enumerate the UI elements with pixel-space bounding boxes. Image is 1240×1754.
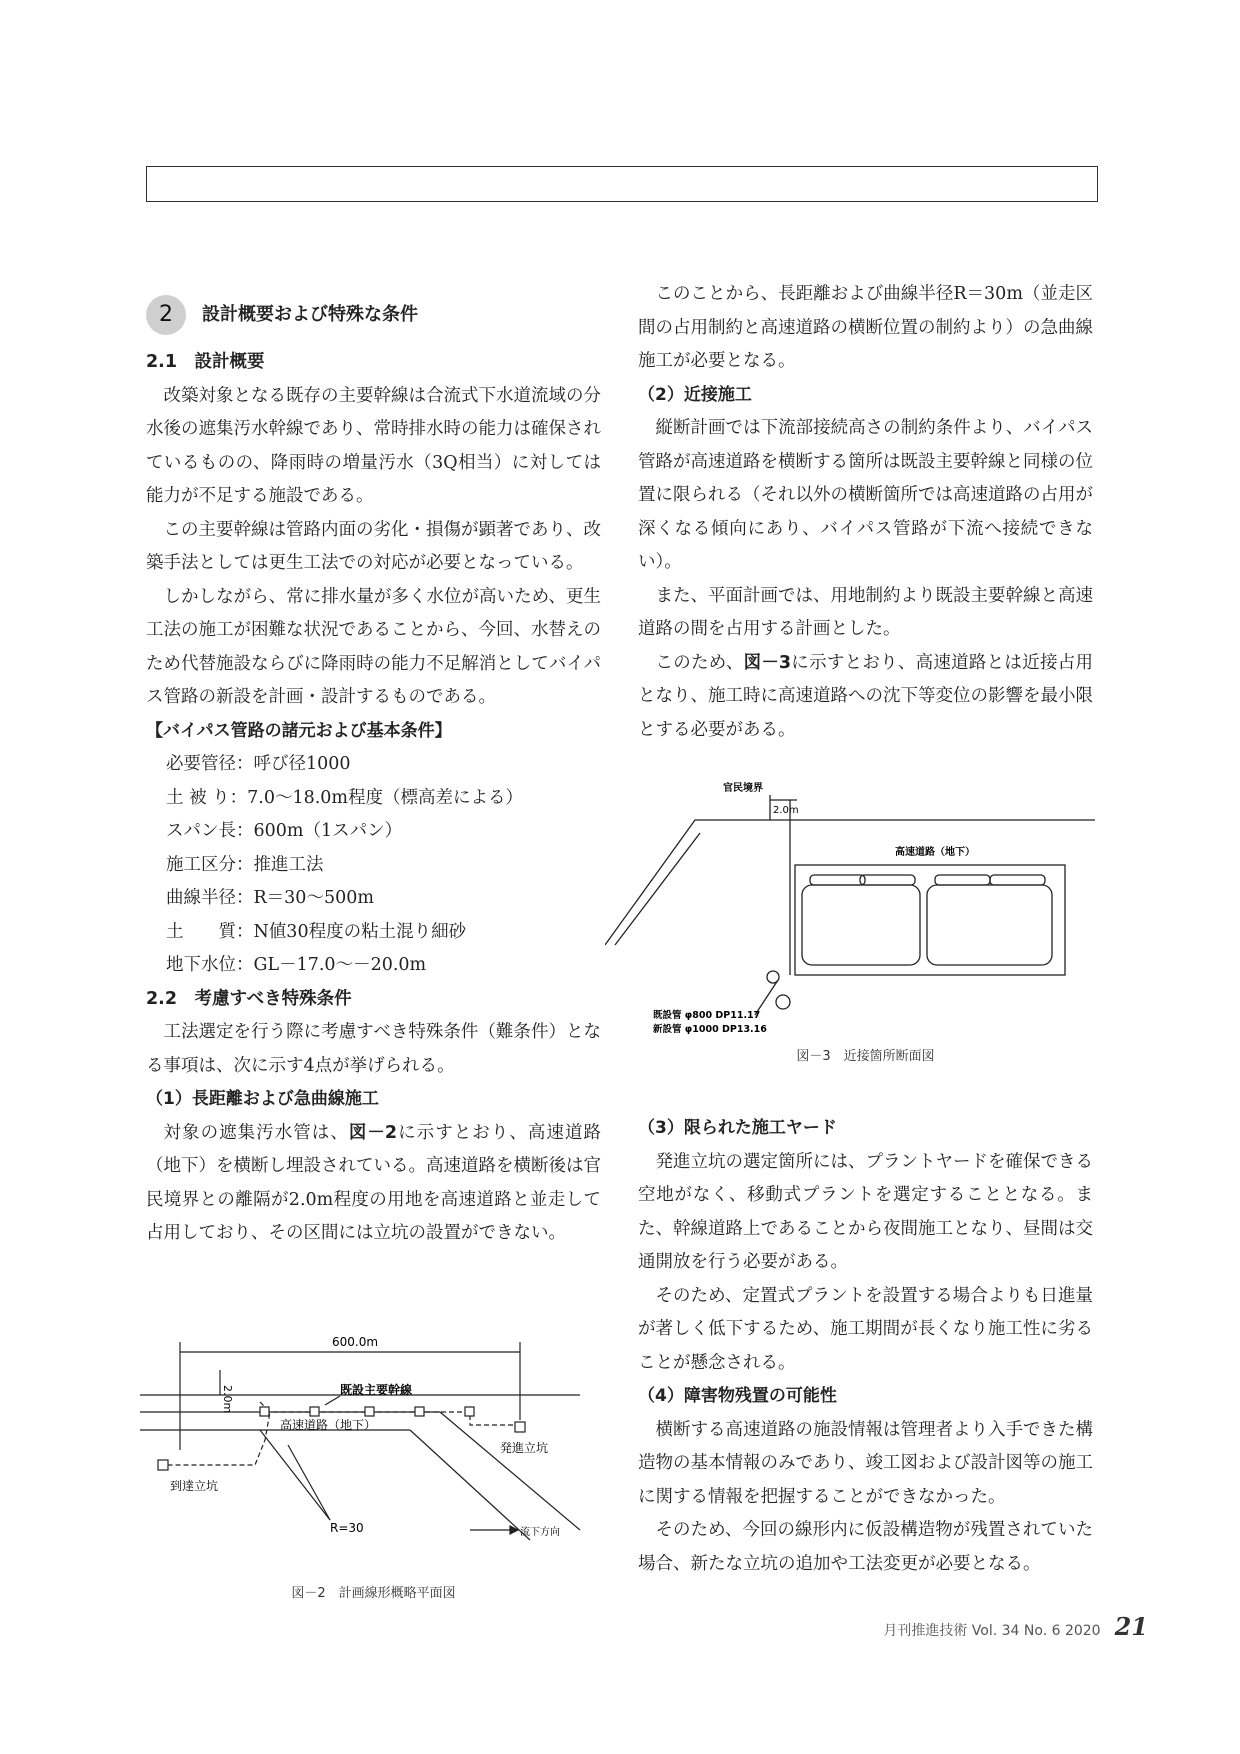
- condition-1-heading: （1）長距離および急曲線施工: [146, 1089, 379, 1109]
- manhole-marker: [260, 1407, 269, 1416]
- offset-label: 2.0m: [773, 805, 799, 816]
- end-shaft-marker: [158, 1460, 168, 1470]
- paragraph: そのため、今回の線形内に仮設構造物が残置されていた場合、新たな立坑の追加や工法変更が必要となる。: [638, 1520, 1093, 1574]
- road-void: [860, 875, 915, 885]
- paragraph: 縦断計画では下流部接続高さの制約条件より、バイパス管路が高速道路を横断する箇所は既設主要幹線と同様の位置に限られる（それ以外の横断箇所では高速道路の占用が深くなる傾向にあり、バイパス管路が下流へ接続できない）。: [638, 418, 1093, 572]
- figure-2-plan: [140, 1330, 610, 1570]
- spec-item: 土 被 り：7.0～18.0m程度（標高差による）: [166, 787, 524, 808]
- journal-name: 月刊推進技術 Vol. 34 No. 6 2020: [883, 1623, 1101, 1639]
- paragraph: この主要幹線は管路内面の劣化・損傷が顕著であり、改築手法としては更生工法での対応が必要となっている。: [146, 519, 601, 573]
- road-label: 高速道路（地下）: [280, 1418, 377, 1432]
- text-span: に示すとおり、高速道路とは近接占用となり、施工時に高速道路への沈下等変位の影響を最小限とする必要がある。: [638, 652, 1093, 740]
- condition-3-heading: （3）限られた施工ヤード: [638, 1118, 837, 1138]
- section-heading: [146, 290, 601, 340]
- page-footer: [883, 1612, 1148, 1641]
- manhole-marker: [465, 1407, 474, 1416]
- spec-item: 地下水位：GL－17.0～－20.0m: [166, 955, 427, 975]
- paragraph: また、平面計画では、用地制約より既設主要幹線と高速道路の間を占用する計画とした。: [638, 585, 1093, 639]
- paragraph: そのため、定置式プラントを設置する場合よりも日進量が著しく低下するため、施工期間が長くなり施工性に劣ることが懸念される。: [638, 1285, 1093, 1373]
- new-pipe-label: 新設管 φ1000 DP13.16: [653, 1024, 767, 1035]
- section-title: 設計概要および特殊な条件: [202, 304, 418, 326]
- spec-item: 曲線半径：R＝30～500m: [166, 888, 374, 908]
- leader-line: [288, 1445, 330, 1520]
- road-void: [810, 875, 865, 885]
- figure-reference: 図－2: [348, 1122, 398, 1143]
- header-box: [146, 166, 1098, 202]
- dimension-label: 600.0m: [332, 1335, 379, 1349]
- ground-surface: [605, 820, 1095, 945]
- manhole-marker: [310, 1407, 319, 1416]
- paragraph: [146, 1117, 601, 1251]
- spec-item: 必要管径：呼び径1000: [166, 754, 351, 774]
- text-span: このため、: [655, 652, 744, 673]
- radius-label: R=30: [330, 1521, 364, 1535]
- condition-4-heading: （4）障害物残置の可能性: [638, 1386, 837, 1406]
- figure-2-caption: 図－2 計画線形概略平面図: [291, 1586, 456, 1601]
- end-shaft-label: 到達立坑: [170, 1479, 219, 1493]
- start-shaft-marker: [515, 1422, 525, 1432]
- offset-label: 2.0m: [221, 1385, 234, 1414]
- paragraph: 発進立坑の選定箇所には、プラントヤードを確保できる空地がなく、移動式プラントを選定することとなる。また、幹線道路上であることから夜間施工となり、昼間は交通開放を行う必要がある。: [638, 1151, 1093, 1272]
- start-shaft-label: 発進立坑: [500, 1441, 549, 1455]
- page-number: 21: [1114, 1612, 1148, 1641]
- figure-3-section: [605, 775, 1100, 1055]
- subsection-2-2-heading: 2.2 考慮すべき特殊条件: [146, 988, 352, 1009]
- figure-reference: 図－3: [743, 652, 792, 673]
- manhole-marker: [415, 1407, 424, 1416]
- road-void: [935, 875, 990, 885]
- paragraph: 横断する高速道路の施設情報は管理者より入手できた構造物の基本情報のみであり、竣工図および設計図等の施工に関する情報を把握することができなかった。: [638, 1419, 1093, 1507]
- new-pipe: [776, 995, 790, 1009]
- road-cell: [802, 885, 920, 965]
- section-number: 2: [146, 295, 186, 335]
- slope-line: [615, 833, 700, 945]
- paragraph: このことから、長距離および曲線半径R＝30m（並走区間の占用制約と高速道路の横断位置の制約より）の急曲線施工が必要となる。: [638, 284, 1093, 371]
- road-label: 高速道路（地下）: [895, 847, 975, 858]
- spec-item: 施工区分：推進工法: [166, 854, 324, 875]
- existing-pipe-label: 既設管 φ800 DP11.17: [653, 1010, 761, 1021]
- paragraph: 改築対象となる既存の主要幹線は合流式下水道流域の分水後の遮集汚水幹線であり、常時排水時の能力は確保されているものの、降雨時の増量汚水（3Q相当）に対しては能力が不足する施設である。: [146, 385, 601, 506]
- spec-heading: 【バイパス管路の諸元および基本条件】: [146, 720, 452, 741]
- text-span: 対象の遮集汚水管は、: [163, 1122, 349, 1143]
- manhole-marker: [365, 1407, 374, 1416]
- paragraph: しかしながら、常に排水量が多く水位が高いため、更生工法の施工が困難な状況であることから、今回、水替えのため代替施設ならびに降雨時の能力不足解消としてバイパス管路の新設を計画・設計するものである。: [146, 586, 601, 707]
- paragraph: [638, 647, 1093, 748]
- road-void: [990, 875, 1045, 885]
- leader-line: [325, 1396, 340, 1405]
- condition-2-heading: （2）近接施工: [638, 384, 752, 405]
- existing-trunk-label: 既設主要幹線: [340, 1383, 413, 1397]
- left-column: [146, 290, 601, 1251]
- leader-line: [260, 1430, 330, 1520]
- spec-item: 土 質：N値30程度の粘土混り細砂: [166, 921, 467, 942]
- road-structure-outer: [795, 865, 1065, 975]
- spec-item: スパン長：600m（1スパン）: [166, 821, 403, 841]
- figure-3-caption: 図－3 近接箇所断面図: [796, 1049, 935, 1064]
- road-cell: [927, 885, 1052, 965]
- flow-label: 流下方向: [520, 1527, 560, 1538]
- subsection-2-1-heading: 2.1 設計概要: [146, 352, 265, 372]
- text-span: に示すとおり、高速道路（地下）を横断し埋設されている。高速道路を横断後は官民境界との離隔が2.0m程度の用地を高速道路と並走して占用しており、その区間には立坑の設置ができない。: [146, 1122, 601, 1243]
- right-column-top: [638, 278, 1093, 747]
- boundary-label: 官民境界: [723, 783, 763, 794]
- right-column-bottom: [638, 1112, 1093, 1581]
- road-edge: [440, 1412, 580, 1530]
- paragraph: 工法選定を行う際に考慮すべき特殊条件（難条件）となる事項は、次に示す4点が挙げられる。: [146, 1022, 601, 1076]
